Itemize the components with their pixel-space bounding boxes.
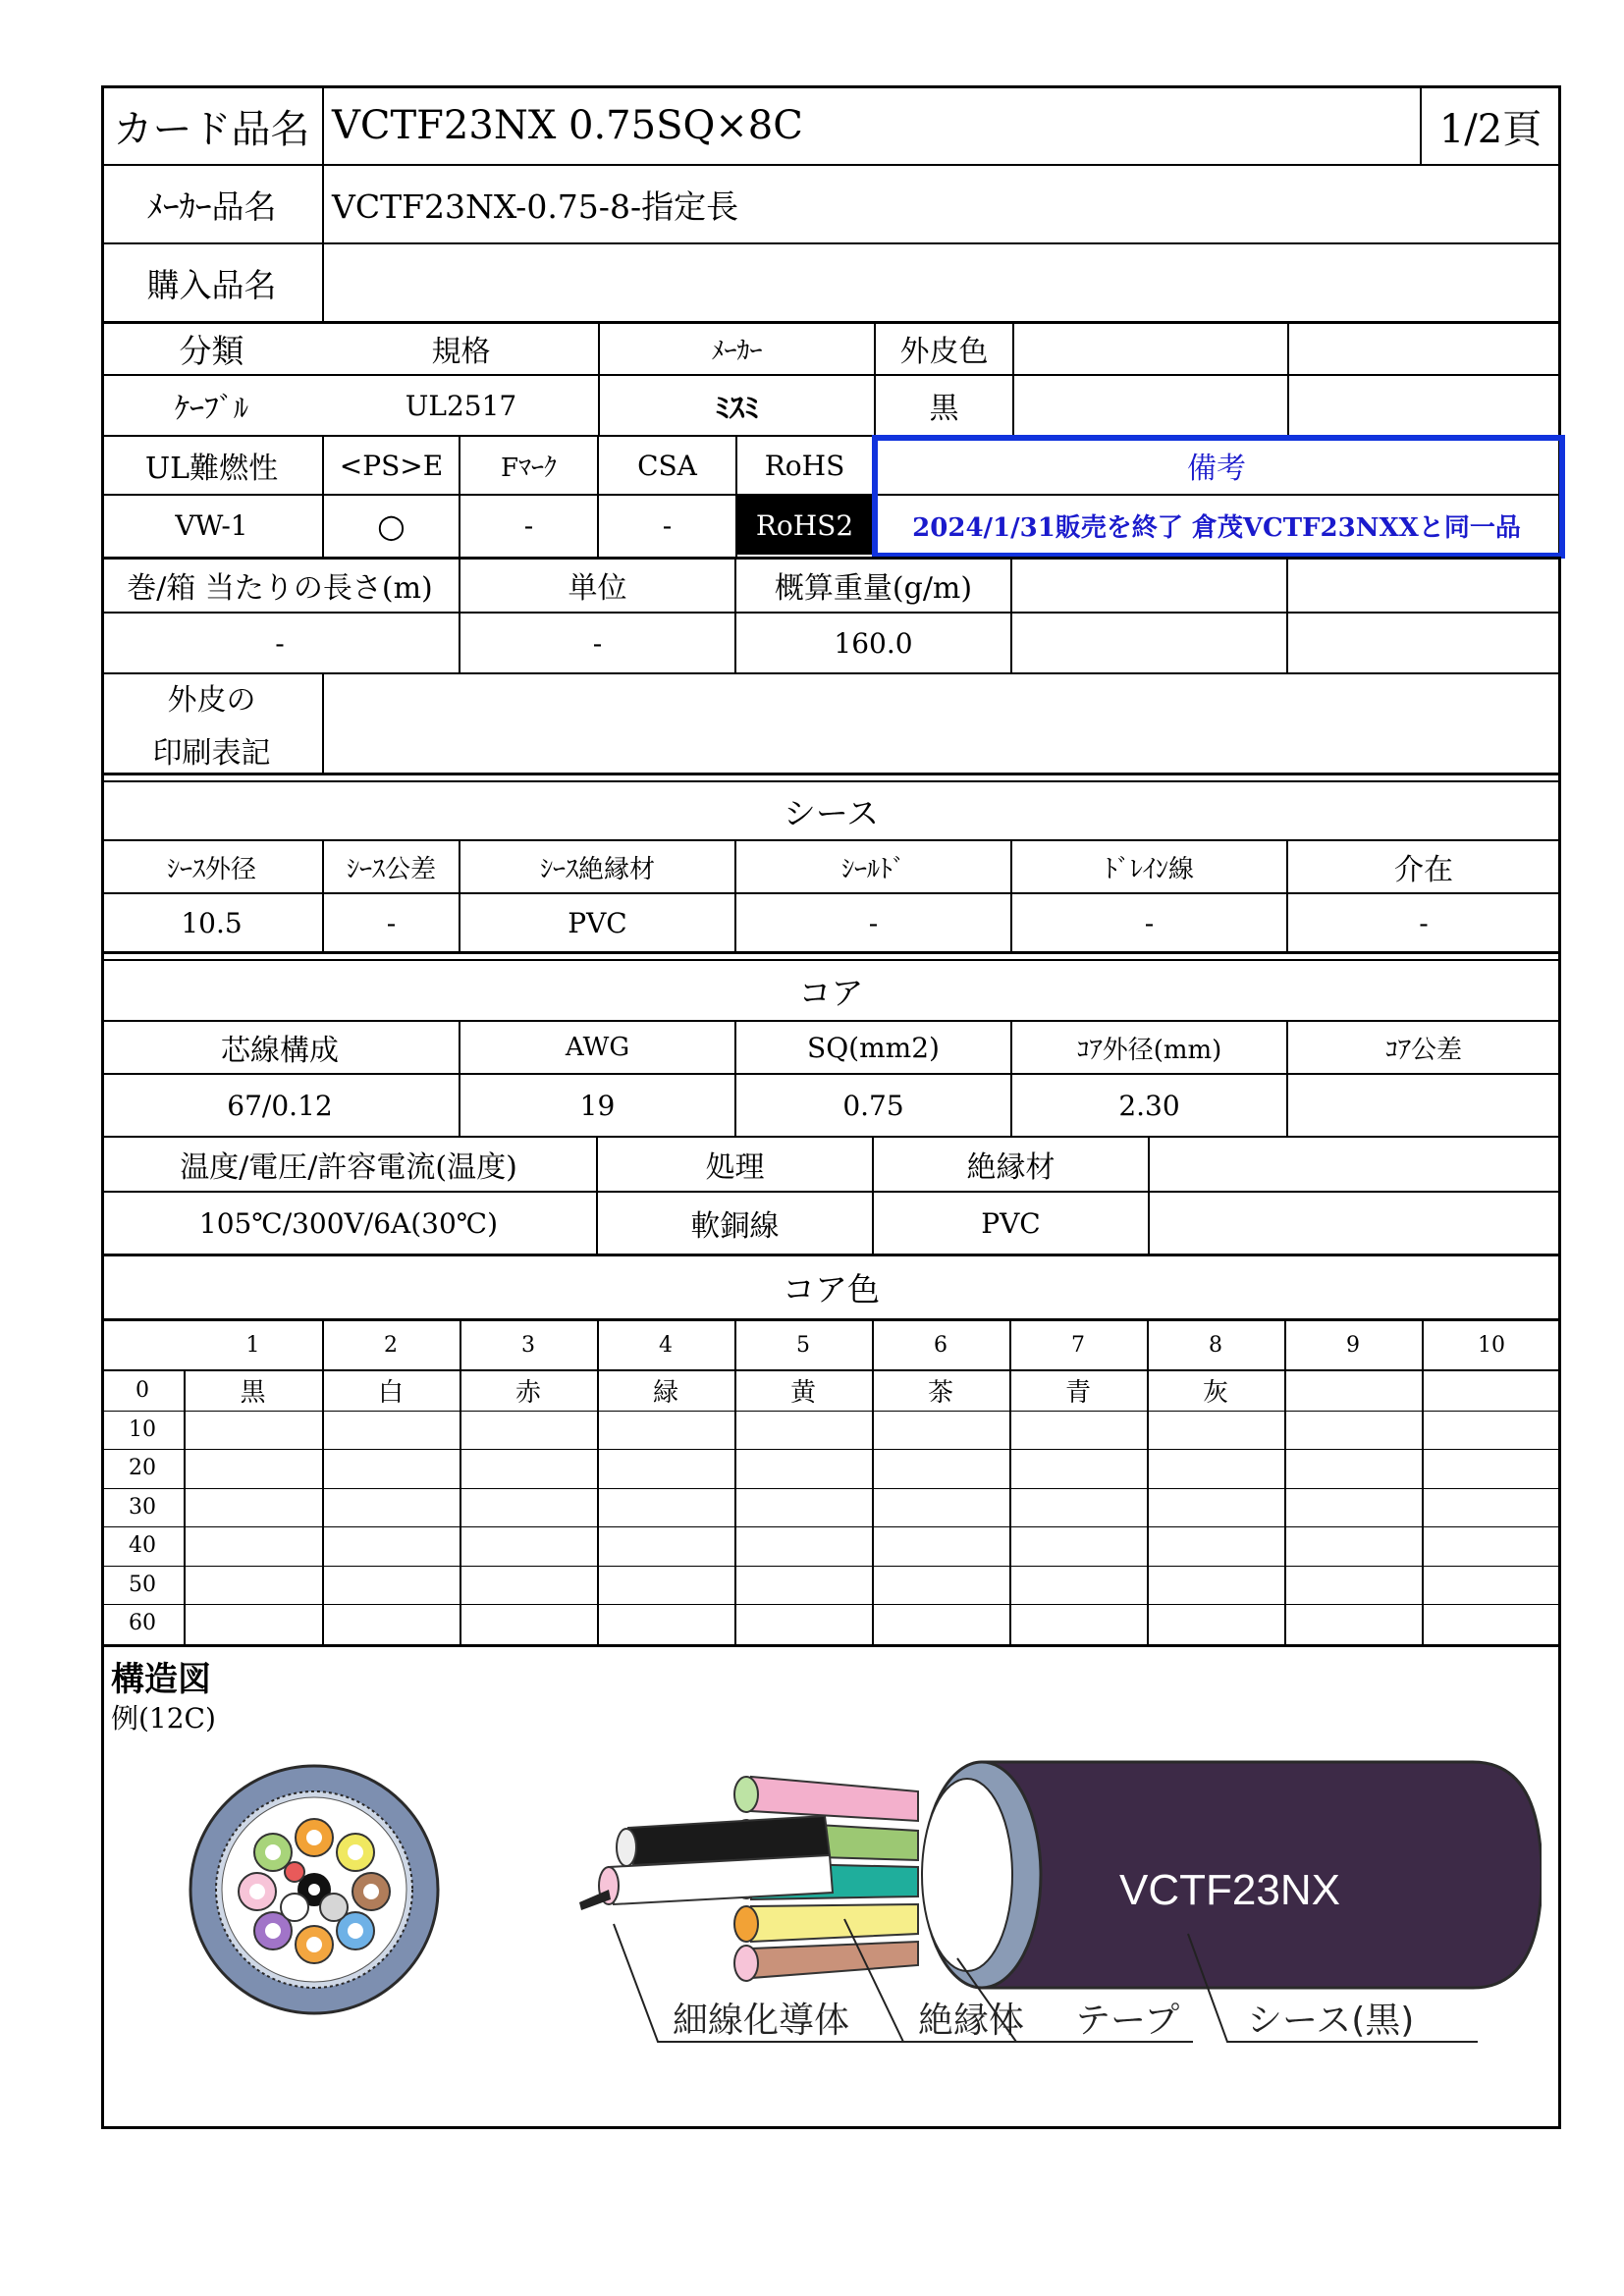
core-ins-header: 絶縁材 bbox=[966, 1150, 1056, 1185]
divider bbox=[101, 951, 1561, 954]
divider bbox=[1287, 321, 1289, 435]
core-color-cell bbox=[184, 1488, 322, 1527]
core-color-cell bbox=[1147, 1411, 1284, 1450]
sheath-title: シース bbox=[783, 793, 880, 832]
core-color-cell bbox=[734, 1449, 872, 1488]
maker-name-label: ﾒｰｶｰ品名 bbox=[146, 187, 277, 226]
core-color-row-label: 50 bbox=[129, 1572, 156, 1597]
core-color-cell bbox=[872, 1526, 1009, 1566]
print-label bbox=[101, 674, 322, 773]
divider bbox=[1420, 85, 1422, 164]
divider bbox=[459, 1020, 460, 1136]
core-color-cell bbox=[460, 1411, 597, 1450]
remarks-value: 2024/1/31販売を終了 倉茂VCTF23NXXと同一品 bbox=[912, 512, 1521, 543]
process-value: 軟銅線 bbox=[690, 1209, 780, 1244]
core-color-cell bbox=[1009, 1488, 1147, 1527]
standard-header: 規格 bbox=[431, 335, 491, 369]
divider bbox=[1010, 557, 1012, 672]
core-od-header: ｺｱ外径(mm) bbox=[1076, 1035, 1222, 1065]
purchase-name-label: 購入品名 bbox=[146, 265, 277, 304]
callout-tape: テープ bbox=[1075, 2001, 1180, 2041]
core-color-cell bbox=[460, 1566, 597, 1605]
core-color-cell bbox=[460, 1604, 597, 1643]
sheath-ins-value: PVC bbox=[568, 906, 627, 939]
core-color-cell bbox=[1284, 1411, 1422, 1450]
length-header: 巻/箱 当たりの長さ(m) bbox=[127, 571, 433, 606]
divider bbox=[322, 672, 324, 773]
divider bbox=[101, 1644, 1561, 1647]
core-color-cell bbox=[734, 1488, 872, 1527]
structure-title: 構造図 bbox=[111, 1659, 211, 1697]
core-conductor bbox=[308, 1884, 320, 1896]
unit-header: 単位 bbox=[568, 571, 627, 606]
core-color-column-header: 6 bbox=[934, 1332, 947, 1358]
core-color-cell bbox=[1147, 1526, 1284, 1566]
core-color-cell bbox=[1422, 1488, 1561, 1527]
core-tol-value bbox=[1288, 1075, 1559, 1136]
core-color-row-label: 40 bbox=[129, 1533, 156, 1559]
core-conductor bbox=[265, 1844, 281, 1860]
divider bbox=[874, 321, 876, 435]
core-color-title: コア色 bbox=[783, 1269, 880, 1308]
divider bbox=[1286, 557, 1288, 672]
core-color-cell bbox=[597, 1604, 734, 1643]
core-color-cell bbox=[460, 1488, 597, 1527]
core-color-column-header: 2 bbox=[384, 1332, 398, 1358]
sheath-color-header: 外皮色 bbox=[899, 335, 989, 369]
core-color-cell bbox=[1284, 1526, 1422, 1566]
core-color-cell bbox=[872, 1566, 1009, 1605]
divider bbox=[872, 435, 874, 557]
divider bbox=[459, 435, 460, 557]
weight-header: 概算重量(g/m) bbox=[774, 571, 973, 606]
core-tol-header: ｺｱ公差 bbox=[1384, 1035, 1462, 1065]
print-value bbox=[324, 674, 1559, 773]
remarks-header: 備考 bbox=[1187, 452, 1246, 486]
core-end bbox=[734, 1906, 758, 1942]
drain-header: ﾄﾞﾚｲﾝ線 bbox=[1104, 854, 1194, 884]
core-color-cell bbox=[1009, 1449, 1147, 1488]
core-yellow-side bbox=[751, 1904, 918, 1942]
divider bbox=[1422, 1318, 1424, 1644]
weight-value: 160.0 bbox=[834, 626, 913, 660]
core-color-cell: 青 bbox=[1064, 1378, 1091, 1409]
core-color-row-label: 0 bbox=[135, 1378, 149, 1404]
core-red bbox=[285, 1862, 304, 1882]
core-color-cell bbox=[1284, 1566, 1422, 1605]
divider bbox=[460, 1318, 461, 1644]
strand-header: 芯線構成 bbox=[221, 1034, 339, 1068]
core-od-value: 2.30 bbox=[1118, 1089, 1180, 1122]
core-color-cell: 緑 bbox=[652, 1378, 678, 1409]
divider bbox=[1286, 1020, 1288, 1136]
cable-cross-section-illustration bbox=[187, 1762, 442, 2017]
core-color-cell bbox=[597, 1411, 734, 1450]
filler-value: - bbox=[1419, 906, 1429, 939]
divider bbox=[598, 321, 600, 435]
core-color-cell bbox=[1009, 1411, 1147, 1450]
ul-flame-value: VW-1 bbox=[175, 508, 248, 542]
core-color-column-header: 8 bbox=[1209, 1332, 1222, 1358]
divider bbox=[322, 1318, 324, 1644]
core-color-cell bbox=[734, 1526, 872, 1566]
core-color-cell bbox=[1284, 1488, 1422, 1527]
core-color-column-header: 9 bbox=[1346, 1332, 1360, 1358]
core-gray bbox=[320, 1894, 348, 1921]
core-conductor bbox=[348, 1844, 363, 1860]
divider bbox=[322, 435, 324, 557]
maker-name-value: VCTF23NX-0.75-8-指定長 bbox=[332, 187, 739, 226]
divider bbox=[734, 557, 736, 672]
core-color-cell bbox=[872, 1411, 1009, 1450]
core-color-cell bbox=[1147, 1604, 1284, 1643]
core-color-cell bbox=[322, 1449, 460, 1488]
core-color-cell bbox=[1009, 1566, 1147, 1605]
core-conductor bbox=[363, 1884, 379, 1899]
core-color-cell: 茶 bbox=[927, 1378, 953, 1409]
core-color-cell bbox=[1284, 1371, 1422, 1411]
rating-header: 温度/電圧/許容電流(温度) bbox=[180, 1150, 517, 1185]
core-color-cell bbox=[1147, 1449, 1284, 1488]
divider bbox=[735, 435, 737, 557]
divider bbox=[1147, 1318, 1149, 1644]
core-color-row-label: 30 bbox=[129, 1494, 156, 1520]
core-conductor bbox=[348, 1923, 363, 1939]
sheath-od-value: 10.5 bbox=[181, 906, 243, 939]
divider bbox=[597, 1318, 599, 1644]
core-color-column-header: 4 bbox=[659, 1332, 673, 1358]
core-color-cell bbox=[734, 1566, 872, 1605]
divider bbox=[734, 1020, 736, 1136]
drain-value: - bbox=[1144, 906, 1155, 939]
core-conductor bbox=[265, 1923, 281, 1939]
ul-flame-header: UL難燃性 bbox=[144, 452, 279, 486]
core-end bbox=[617, 1829, 636, 1866]
divider bbox=[459, 839, 460, 951]
divider bbox=[1148, 1136, 1150, 1254]
core-color-cell bbox=[597, 1488, 734, 1527]
process-header: 処理 bbox=[705, 1150, 765, 1185]
core-ins-value: PVC bbox=[981, 1206, 1041, 1240]
core-color-cell bbox=[322, 1566, 460, 1605]
pse-header: <PS>E bbox=[339, 449, 444, 482]
core-color-cell bbox=[1422, 1526, 1561, 1566]
core-color-cell bbox=[1422, 1604, 1561, 1643]
core-color-row-label: 20 bbox=[129, 1456, 156, 1481]
divider bbox=[1009, 1318, 1011, 1644]
core-title: コア bbox=[798, 973, 864, 1012]
core-color-cell bbox=[184, 1411, 322, 1450]
maker-header: ﾒｰｶｰ bbox=[711, 336, 763, 366]
structure-example: 例(12C) bbox=[111, 1702, 216, 1735]
core-color-column-header: 1 bbox=[245, 1332, 260, 1358]
core-color-cell bbox=[322, 1488, 460, 1527]
sheath-ins-header: ｼｰｽ絶縁材 bbox=[539, 854, 655, 884]
f-mark-value: - bbox=[523, 508, 534, 542]
pse-value: ○ bbox=[377, 506, 406, 545]
core-color-row-label: 10 bbox=[129, 1416, 156, 1442]
core-color-column-header: 10 bbox=[1478, 1332, 1505, 1358]
core-color-cell bbox=[1009, 1526, 1147, 1566]
core-color-cell bbox=[872, 1488, 1009, 1527]
divider bbox=[101, 773, 1561, 775]
core-color-cell bbox=[184, 1526, 322, 1566]
rating-value: 105℃/300V/6A(30℃) bbox=[198, 1206, 499, 1240]
core-white bbox=[281, 1894, 308, 1921]
filler-header: 介在 bbox=[1394, 853, 1453, 887]
core-color-cell bbox=[597, 1526, 734, 1566]
sheath-od-header: ｼｰｽ外径 bbox=[166, 854, 256, 884]
sq-header: SQ(mm2) bbox=[807, 1031, 940, 1064]
core-color-cell bbox=[872, 1604, 1009, 1643]
core-color-cell bbox=[1422, 1566, 1561, 1605]
core-color-cell bbox=[1422, 1449, 1561, 1488]
core-conductor bbox=[249, 1884, 265, 1899]
core-color-column-header: 7 bbox=[1071, 1332, 1085, 1358]
awg-header: AWG bbox=[565, 1033, 630, 1062]
core-color-cell: 赤 bbox=[514, 1378, 541, 1409]
core-color-column-header: 5 bbox=[796, 1332, 810, 1358]
core-color-cell bbox=[1422, 1371, 1561, 1411]
strand-value: 67/0.12 bbox=[227, 1089, 333, 1122]
core-color-cell bbox=[734, 1411, 872, 1450]
unit-value: - bbox=[592, 626, 603, 660]
f-mark-header: Fﾏｰｸ bbox=[500, 453, 558, 483]
awg-value: 19 bbox=[579, 1089, 616, 1122]
core-color-cell bbox=[460, 1449, 597, 1488]
divider bbox=[1010, 839, 1012, 951]
core-color-cell bbox=[597, 1566, 734, 1605]
core-color-cell bbox=[184, 1604, 322, 1643]
divider bbox=[872, 1318, 874, 1644]
core-color-cell bbox=[1147, 1488, 1284, 1527]
core-color-cell bbox=[597, 1449, 734, 1488]
divider bbox=[872, 1136, 874, 1254]
divider bbox=[596, 1136, 598, 1254]
tape-end bbox=[922, 1779, 1012, 1971]
core-brown-side bbox=[751, 1942, 918, 1978]
standard-value: UL2517 bbox=[405, 389, 517, 422]
core-color-cell bbox=[322, 1411, 460, 1450]
divider bbox=[1286, 839, 1288, 951]
card-name-label: カード品名 bbox=[113, 106, 310, 152]
divider bbox=[459, 557, 460, 672]
page-number: 1/2頁 bbox=[1438, 106, 1543, 152]
core-color-cell bbox=[734, 1604, 872, 1643]
csa-value: - bbox=[662, 508, 673, 542]
sheath-tol-header: ｼｰｽ公差 bbox=[346, 854, 436, 884]
divider bbox=[1012, 321, 1014, 435]
rohs-header: RoHS bbox=[764, 449, 845, 482]
divider bbox=[184, 1369, 186, 1644]
core-color-cell bbox=[184, 1449, 322, 1488]
core-color-cell: 黒 bbox=[240, 1378, 266, 1409]
cable-print-text: VCTF23NX bbox=[1119, 1866, 1340, 1914]
core-color-cell bbox=[872, 1449, 1009, 1488]
core-end bbox=[734, 1777, 758, 1812]
callout-insulator: 絶縁体 bbox=[918, 2001, 1025, 2041]
divider bbox=[1284, 1318, 1286, 1644]
conductor-strand bbox=[579, 1890, 611, 1910]
rohs-value: RoHS2 bbox=[737, 496, 872, 555]
sheath-tol-value: - bbox=[386, 906, 397, 939]
classification-value: ｹｰﾌﾞﾙ bbox=[175, 392, 248, 426]
sq-value: 0.75 bbox=[842, 1089, 904, 1122]
divider bbox=[597, 435, 599, 557]
core-color-cell bbox=[1284, 1449, 1422, 1488]
core-color-cell bbox=[1147, 1566, 1284, 1605]
divider bbox=[734, 839, 736, 951]
core-color-cell: 灰 bbox=[1202, 1378, 1228, 1409]
shield-header: ｼｰﾙﾄﾞ bbox=[840, 854, 905, 884]
core-color-cell bbox=[1009, 1604, 1147, 1643]
print-label-line2: 印刷表記 bbox=[152, 736, 271, 771]
cable-side-illustration bbox=[579, 1757, 1542, 2101]
core-color-cell: 白 bbox=[377, 1378, 404, 1409]
core-color-cell bbox=[460, 1526, 597, 1566]
core-color-cell bbox=[1284, 1604, 1422, 1643]
maker-value: ﾐｽﾐ bbox=[715, 392, 759, 426]
core-color-row-label: 60 bbox=[129, 1611, 156, 1636]
purchase-name-value bbox=[324, 244, 1559, 321]
core-color-cell bbox=[322, 1604, 460, 1643]
card-name-value: VCTF23NX 0.75SQ×8C bbox=[332, 103, 803, 148]
length-value: - bbox=[275, 626, 285, 660]
core-conductor bbox=[306, 1830, 322, 1845]
core-color-cell bbox=[1422, 1411, 1561, 1450]
core-color-cell bbox=[322, 1526, 460, 1566]
core-conductor bbox=[306, 1937, 322, 1952]
classification-header: 分類 bbox=[179, 331, 244, 370]
core-color-column-header: 3 bbox=[521, 1332, 535, 1358]
core-color-cell bbox=[184, 1566, 322, 1605]
core-end bbox=[734, 1946, 758, 1981]
callout-sheath: シース(黒) bbox=[1247, 2001, 1415, 2041]
divider bbox=[322, 839, 324, 951]
csa-header: CSA bbox=[637, 449, 697, 482]
divider bbox=[734, 1318, 736, 1644]
callout-conductor: 細線化導体 bbox=[673, 2001, 850, 2041]
core-color-cell: 黄 bbox=[789, 1378, 816, 1409]
print-label-line1: 外皮の bbox=[167, 683, 256, 718]
core-pink-side bbox=[751, 1777, 918, 1821]
sheath-color-value: 黒 bbox=[929, 392, 959, 426]
divider bbox=[1010, 1020, 1012, 1136]
shield-value: - bbox=[868, 906, 879, 939]
